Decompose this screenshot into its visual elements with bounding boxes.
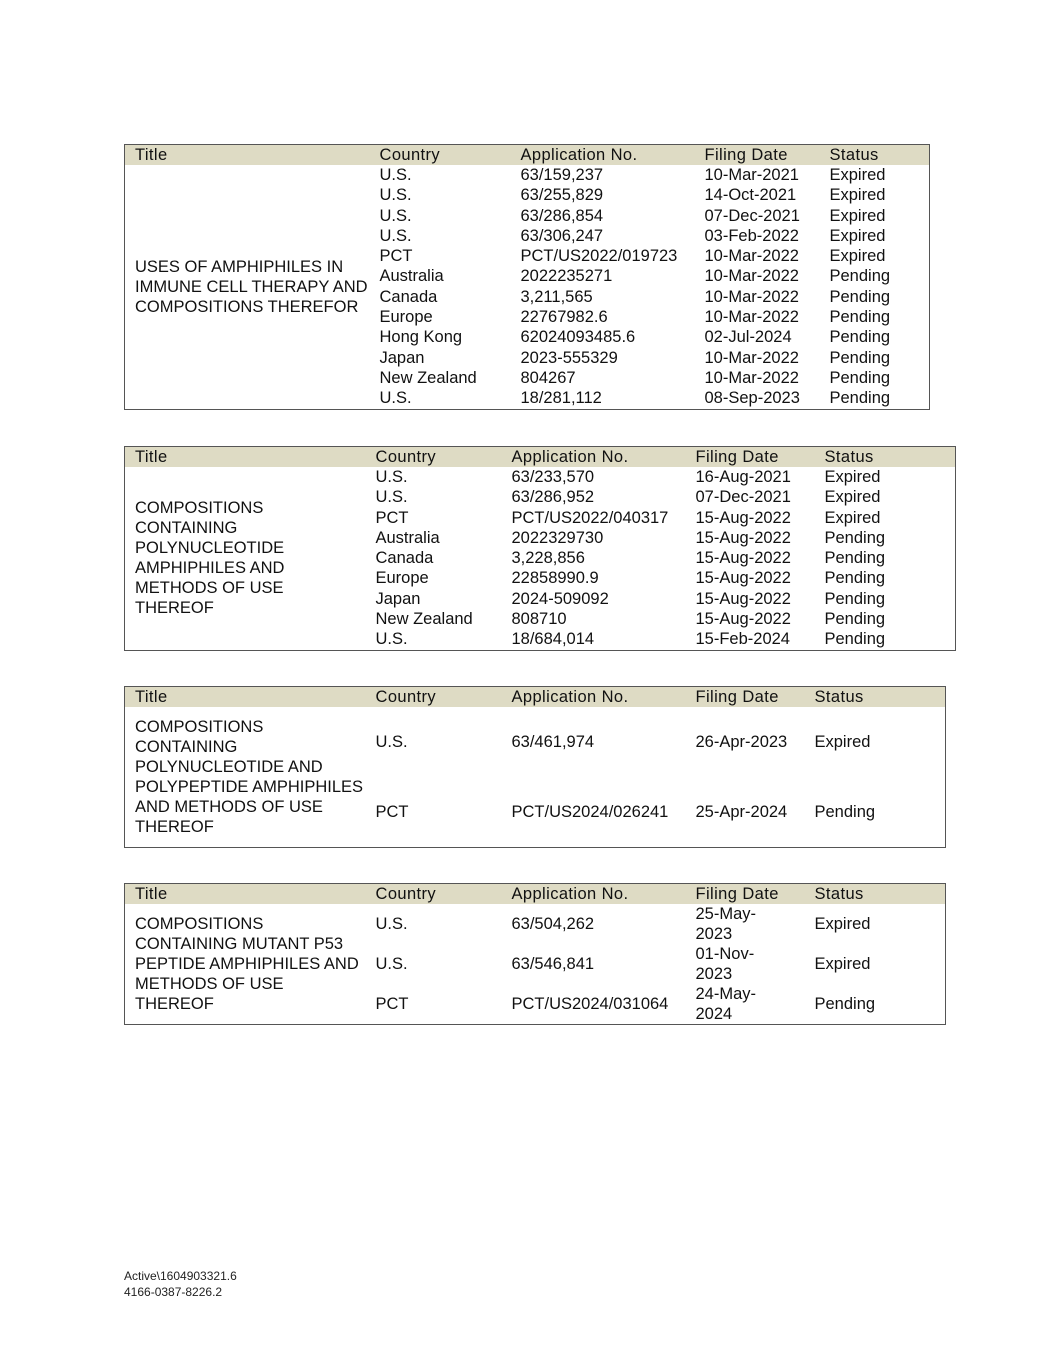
header-application-no: Application No. bbox=[511, 885, 629, 903]
application-no-cell: 18/684,014 bbox=[511, 630, 595, 649]
filing-date-cell: 16-Aug-2021 bbox=[695, 468, 791, 486]
application-no-cell: 18/281,112 bbox=[520, 389, 602, 408]
status-cell: Expired bbox=[829, 206, 886, 225]
application-no-cell: 22767982.6 bbox=[520, 308, 608, 327]
status-cell: Pending bbox=[829, 287, 891, 306]
filing-date-text: 01-Nov-2023 bbox=[695, 945, 755, 983]
filing-date-cell: 07-Dec-2021 bbox=[704, 206, 800, 225]
country-cell: Australia bbox=[375, 528, 440, 547]
header-filing-date: Filing Date bbox=[695, 885, 779, 903]
filing-date-cell: 10-Mar-2022 bbox=[704, 247, 799, 266]
status-cell: Expired bbox=[829, 186, 886, 205]
filing-date-cell: 15-Aug-2022 bbox=[695, 610, 791, 629]
header-country: Country bbox=[375, 688, 437, 706]
country-cell: U.S. bbox=[379, 226, 412, 245]
filing-date-cell: 02-Jul-2024 bbox=[704, 328, 792, 347]
status-cell: Pending bbox=[829, 389, 891, 408]
patent-title: USES OF AMPHIPHILES IN IMMUNE CELL THERAPY AND COMPOSITIONS THEREFOR bbox=[135, 257, 368, 316]
header-application-no: Application No. bbox=[511, 688, 629, 706]
header-application-no: Application No. bbox=[520, 146, 638, 164]
status-cell: Pending bbox=[824, 630, 886, 649]
country-cell: U.S. bbox=[375, 468, 408, 486]
application-no-cell: 804267 bbox=[520, 368, 576, 387]
application-no-cell: 808710 bbox=[511, 610, 567, 629]
status-cell: Expired bbox=[814, 954, 871, 973]
patent-table bbox=[124, 686, 946, 848]
application-no-cell: 2023-555329 bbox=[520, 348, 618, 367]
filing-date-cell: 10-Mar-2022 bbox=[704, 348, 799, 367]
filing-date-cell bbox=[686, 904, 805, 944]
application-no-cell: 3,228,856 bbox=[511, 549, 585, 568]
status-cell: Pending bbox=[824, 589, 886, 608]
table-row bbox=[125, 467, 956, 487]
status-cell: Pending bbox=[814, 802, 876, 821]
filing-date-cell: 14-Oct-2021 bbox=[704, 186, 797, 205]
status-cell: Expired bbox=[829, 247, 886, 266]
country-cell: Hong Kong bbox=[379, 328, 463, 347]
filing-date-text: 24-May-2024 bbox=[695, 985, 757, 1023]
status-cell: Pending bbox=[829, 308, 891, 327]
status-cell: Expired bbox=[814, 914, 871, 933]
status-cell: Pending bbox=[814, 994, 876, 1013]
filing-date-cell: 10-Mar-2022 bbox=[704, 267, 799, 286]
application-no-cell: 63/504,262 bbox=[511, 914, 595, 933]
country-cell: Japan bbox=[379, 348, 425, 367]
application-no-cell: 63/461,974 bbox=[511, 732, 595, 751]
status-cell: Expired bbox=[814, 732, 871, 751]
header-country: Country bbox=[379, 146, 441, 164]
country-cell: PCT bbox=[379, 247, 413, 266]
patent-table bbox=[124, 883, 946, 1025]
filing-date-cell: 08-Sep-2023 bbox=[704, 389, 800, 408]
application-no-cell: 2022329730 bbox=[511, 528, 604, 547]
filing-date-cell: 26-Apr-2023 bbox=[695, 732, 788, 751]
status-cell: Expired bbox=[829, 166, 886, 184]
header-country: Country bbox=[375, 885, 437, 903]
header-title: Title bbox=[135, 885, 168, 903]
country-cell: U.S. bbox=[375, 954, 408, 973]
country-cell: U.S. bbox=[379, 166, 412, 184]
application-no-cell: 63/233,570 bbox=[511, 468, 595, 486]
document-footer bbox=[124, 1268, 237, 1300]
filing-date-cell: 10-Mar-2022 bbox=[704, 287, 799, 306]
footer-matter-number: 4166-0387-8226.2 bbox=[124, 1285, 223, 1299]
country-cell: PCT bbox=[375, 802, 409, 821]
country-cell: PCT bbox=[375, 508, 409, 527]
country-cell: U.S. bbox=[375, 732, 408, 751]
filing-date-cell bbox=[686, 984, 805, 1025]
country-cell: Europe bbox=[375, 569, 429, 588]
filing-date-cell: 15-Aug-2022 bbox=[695, 589, 791, 608]
status-cell: Pending bbox=[829, 267, 891, 286]
patent-table bbox=[124, 144, 930, 410]
country-cell: PCT bbox=[375, 994, 409, 1013]
status-cell: Expired bbox=[824, 468, 881, 486]
status-cell: Pending bbox=[824, 549, 886, 568]
filing-date-cell: 10-Mar-2022 bbox=[704, 368, 799, 387]
patent-title: COMPOSITIONS CONTAINING POLYNUCLEOTIDE AMPHIPHILES AND METHODS OF USE THEREOF bbox=[135, 499, 285, 618]
application-no-cell: 2022235271 bbox=[520, 267, 613, 286]
country-cell: U.S. bbox=[379, 186, 412, 205]
filing-date-cell: 15-Feb-2024 bbox=[695, 630, 790, 649]
country-cell: Australia bbox=[379, 267, 444, 286]
table-header-row bbox=[125, 884, 946, 905]
application-no-cell: 63/286,952 bbox=[511, 488, 595, 507]
application-no-cell: 63/546,841 bbox=[511, 954, 595, 973]
table-row bbox=[125, 707, 946, 777]
country-cell: Japan bbox=[375, 589, 421, 608]
table-header-row bbox=[125, 145, 930, 166]
country-cell: U.S. bbox=[379, 206, 412, 225]
filing-date-cell: 15-Aug-2022 bbox=[695, 528, 791, 547]
patent-title: COMPOSITIONS CONTAINING POLYNUCLEOTIDE AND POLYPEPTIDE AMPHIPHILES AND METHODS OF USE THEREOF bbox=[135, 717, 364, 836]
country-cell: New Zealand bbox=[379, 368, 477, 387]
filing-date-cell: 15-Aug-2022 bbox=[695, 508, 791, 527]
header-title: Title bbox=[135, 448, 168, 466]
application-no-cell: 22858990.9 bbox=[511, 569, 599, 588]
country-cell: U.S. bbox=[375, 488, 408, 507]
country-cell: U.S. bbox=[375, 630, 408, 649]
header-status: Status bbox=[814, 885, 864, 903]
header-filing-date: Filing Date bbox=[695, 448, 779, 466]
filing-date-cell: 25-Apr-2024 bbox=[695, 802, 788, 821]
header-country: Country bbox=[375, 448, 437, 466]
header-filing-date: Filing Date bbox=[695, 688, 779, 706]
header-application-no: Application No. bbox=[511, 448, 629, 466]
status-cell: Pending bbox=[829, 348, 891, 367]
patent-table bbox=[124, 446, 956, 651]
header-status: Status bbox=[814, 688, 864, 706]
status-cell: Pending bbox=[829, 328, 891, 347]
filing-date-cell: 10-Mar-2021 bbox=[704, 166, 799, 184]
status-cell: Expired bbox=[824, 488, 881, 507]
application-no-cell: PCT/US2022/040317 bbox=[511, 508, 669, 527]
footer-document-id: Active\1604903321.6 bbox=[124, 1269, 237, 1283]
patent-title: COMPOSITIONS CONTAINING MUTANT P53 PEPTIDE AMPHIPHILES AND METHODS OF USE THEREOF bbox=[135, 915, 359, 1013]
status-cell: Pending bbox=[824, 528, 886, 547]
application-no-cell: PCT/US2024/031064 bbox=[511, 994, 669, 1013]
application-no-cell: 62024093485.6 bbox=[520, 328, 636, 347]
application-no-cell: 2024-509092 bbox=[511, 589, 609, 608]
table-row bbox=[125, 165, 930, 185]
application-no-cell: 63/159,237 bbox=[520, 166, 604, 184]
header-status: Status bbox=[824, 448, 874, 466]
header-filing-date: Filing Date bbox=[704, 146, 788, 164]
application-no-cell: PCT/US2022/019723 bbox=[520, 247, 678, 266]
application-no-cell: 3,211,565 bbox=[520, 287, 593, 306]
application-no-cell: 63/286,854 bbox=[520, 206, 604, 225]
header-status: Status bbox=[829, 146, 879, 164]
status-cell: Pending bbox=[824, 569, 886, 588]
country-cell: New Zealand bbox=[375, 610, 473, 629]
header-title: Title bbox=[135, 688, 168, 706]
filing-date-cell: 15-Aug-2022 bbox=[695, 549, 791, 568]
filing-date-cell: 15-Aug-2022 bbox=[695, 569, 791, 588]
filing-date-text: 25-May-2023 bbox=[695, 905, 757, 943]
country-cell: Canada bbox=[379, 287, 438, 306]
country-cell: U.S. bbox=[375, 914, 408, 933]
table-header-row bbox=[125, 447, 956, 468]
filing-date-cell bbox=[686, 944, 805, 984]
header-title: Title bbox=[135, 146, 168, 164]
application-no-cell: 63/306,247 bbox=[520, 226, 604, 245]
application-no-cell: 63/255,829 bbox=[520, 186, 604, 205]
table-header-row bbox=[125, 687, 946, 708]
table-row bbox=[125, 904, 946, 944]
filing-date-cell: 07-Dec-2021 bbox=[695, 488, 791, 507]
status-cell: Pending bbox=[824, 610, 886, 629]
country-cell: Europe bbox=[379, 308, 433, 327]
application-no-cell: PCT/US2024/026241 bbox=[511, 802, 669, 821]
status-cell: Expired bbox=[829, 226, 886, 245]
filing-date-cell: 10-Mar-2022 bbox=[704, 308, 799, 327]
status-cell: Pending bbox=[829, 368, 891, 387]
country-cell: U.S. bbox=[379, 389, 412, 408]
country-cell: Canada bbox=[375, 549, 434, 568]
status-cell: Expired bbox=[824, 508, 881, 527]
filing-date-cell: 03-Feb-2022 bbox=[704, 226, 799, 245]
